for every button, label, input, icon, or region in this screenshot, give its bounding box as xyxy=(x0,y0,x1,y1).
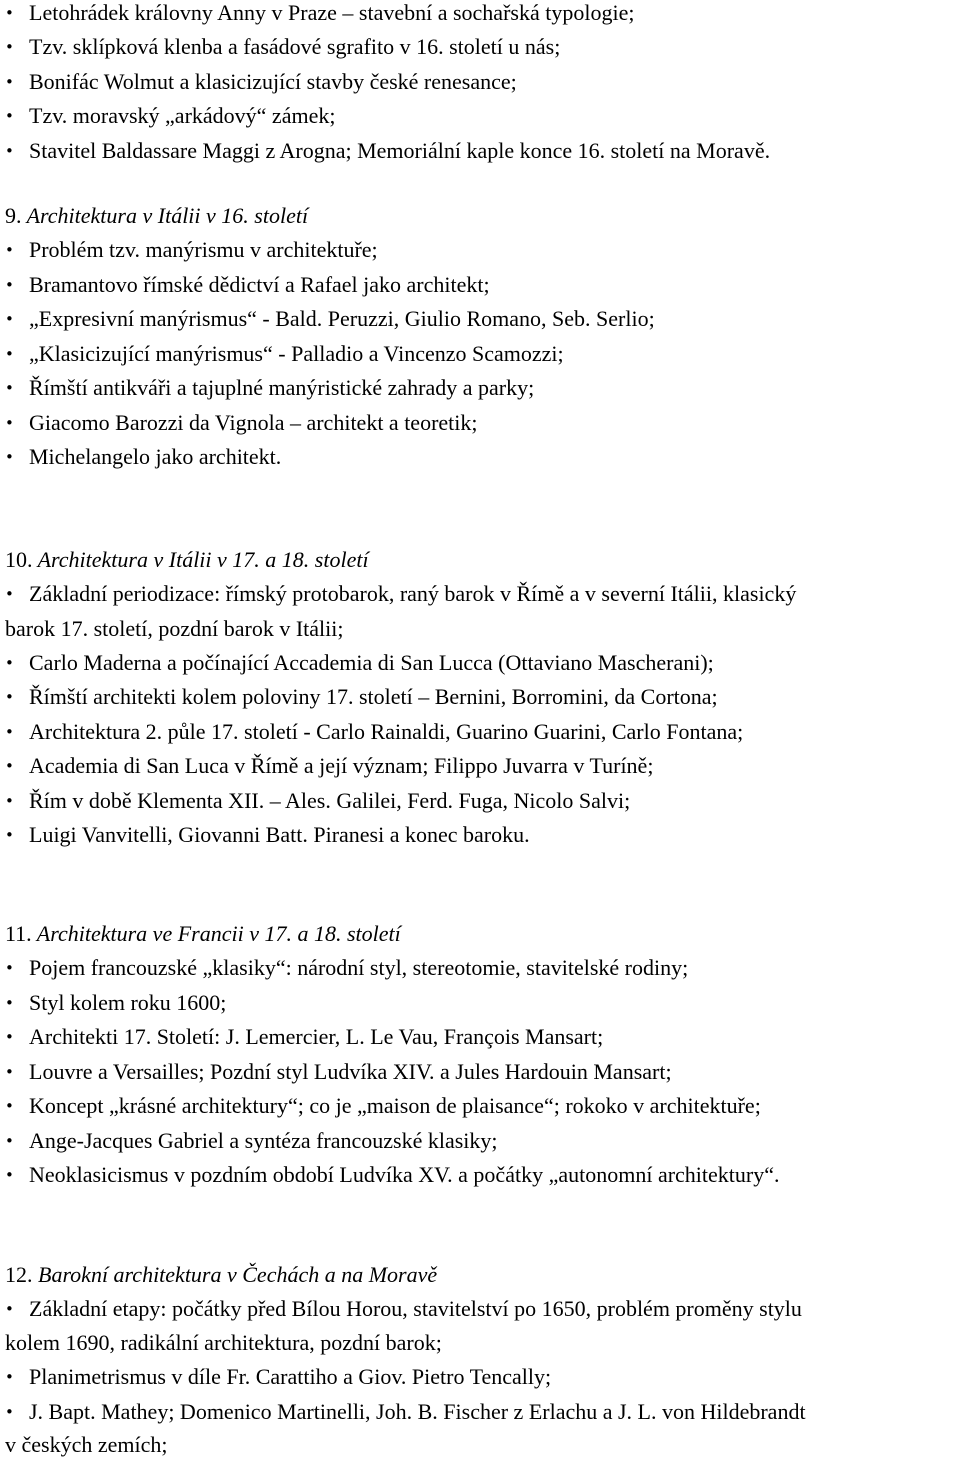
bullet-icon: • xyxy=(5,1132,14,1150)
section-heading-10 xyxy=(5,547,369,573)
section-number: 10. xyxy=(5,547,33,572)
bullet-icon: • xyxy=(5,959,14,977)
list-item-text: Carlo Maderna a počínající Accademia di San Lucca (Ottaviano Mascherani); xyxy=(29,650,714,675)
list-item-text: Problém tzv. manýrismu v architektuře; xyxy=(29,237,378,262)
section-title: Architektura ve Francii v 17. a 18. století xyxy=(36,921,401,946)
list-item xyxy=(5,788,950,814)
bullet-icon: • xyxy=(5,38,14,56)
list-item xyxy=(5,306,950,332)
list-item-text: „Klasicizující manýrismus“ - Palladio a Vincenzo Scamozzi; xyxy=(29,341,564,366)
list-item-text: Bramantovo římské dědictví a Rafael jako architekt; xyxy=(29,272,490,297)
list-item xyxy=(5,237,950,263)
list-item xyxy=(5,1162,950,1188)
list-item-text: Louvre a Versailles; Pozdní styl Ludvíka XIV. a Jules Hardouin Mansart; xyxy=(29,1059,672,1084)
list-item-text: Letohrádek královny Anny v Praze – stavební a sochařská typologie; xyxy=(29,0,635,25)
list-item xyxy=(5,1093,950,1119)
list-item-text: Styl kolem roku 1600; xyxy=(29,990,227,1015)
list-item-text: Římští antikváři a tajuplné manýristické zahrady a parky; xyxy=(29,375,535,400)
list-item-text: Římští architekti kolem poloviny 17. století – Bernini, Borromini, da Cortona; xyxy=(29,684,718,709)
list-item xyxy=(5,1059,950,1085)
section-title: Barokní architektura v Čechách a na Moravě xyxy=(38,1262,438,1287)
list-item-continuation: barok 17. století, pozdní barok v Itálii; xyxy=(5,616,344,641)
list-item-text: J. Bapt. Mathey; Domenico Martinelli, Joh. B. Fischer z Erlachu a J. L. von Hildebrandt xyxy=(29,1399,806,1424)
section-heading-9 xyxy=(5,203,308,229)
list-item-text: Pojem francouzské „klasiky“: národní styl, stereotomie, stavitelské rodiny; xyxy=(29,955,689,980)
list-item-text: Koncept „krásné architektury“; co je „maison de plaisance“; rokoko v architektuře; xyxy=(29,1093,761,1118)
list-item xyxy=(5,34,950,60)
list-item xyxy=(5,0,950,26)
section-number: 12. xyxy=(5,1262,33,1287)
list-item-text: Základní etapy: počátky před Bílou Horou, stavitelství po 1650, problém proměny stylu xyxy=(29,1296,802,1321)
list-item-text: Tzv. moravský „arkádový“ zámek; xyxy=(29,103,336,128)
list-item xyxy=(5,581,950,607)
list-item xyxy=(5,684,950,710)
bullet-icon: • xyxy=(5,792,14,810)
bullet-icon: • xyxy=(5,448,14,466)
section-title: Architektura v Itálii v 17. a 18. století xyxy=(37,547,369,572)
list-item xyxy=(5,69,950,95)
bullet-icon: • xyxy=(5,241,14,259)
list-item-text: Bonifác Wolmut a klasicizující stavby české renesance; xyxy=(29,69,517,94)
list-item-text: Architekti 17. Století: J. Lemercier, L. Le Vau, François Mansart; xyxy=(29,1024,604,1049)
list-item xyxy=(5,1399,950,1425)
section-title: Architektura v Itálii v 16. století xyxy=(26,203,309,228)
list-item-text: Stavitel Baldassare Maggi z Arogna; Memoriální kaple konce 16. století na Moravě. xyxy=(29,138,771,163)
bullet-icon: • xyxy=(5,1403,14,1421)
bullet-icon: • xyxy=(5,73,14,91)
list-item-text: Tzv. sklípková klenba a fasádové sgrafito v 16. století u nás; xyxy=(29,34,561,59)
list-item xyxy=(5,1128,950,1154)
list-item-text: Luigi Vanvitelli, Giovanni Batt. Piranesi a konec baroku. xyxy=(29,822,530,847)
list-item-text: Giacomo Barozzi da Vignola – architekt a teoretik; xyxy=(29,410,478,435)
list-item-text: „Expresivní manýrismus“ - Bald. Peruzzi, Giulio Romano, Seb. Serlio; xyxy=(29,306,655,331)
section-heading-12 xyxy=(5,1262,437,1288)
bullet-icon: • xyxy=(5,1063,14,1081)
bullet-icon: • xyxy=(5,1300,14,1318)
list-item xyxy=(5,341,950,367)
list-item xyxy=(5,272,950,298)
bullet-icon: • xyxy=(5,379,14,397)
bullet-icon: • xyxy=(5,310,14,328)
list-item xyxy=(5,753,950,779)
list-item-continuation: v českých zemích; xyxy=(5,1432,168,1457)
list-item xyxy=(5,1024,950,1050)
section-number: 11. xyxy=(5,921,32,946)
list-item xyxy=(5,444,950,470)
list-item xyxy=(5,822,950,848)
list-item-text: Planimetrismus v díle Fr. Carattiho a Giov. Pietro Tencally; xyxy=(29,1364,552,1389)
list-item-text: Základní periodizace: římský protobarok, raný barok v Římě a v severní Itálii, klasický xyxy=(29,581,797,606)
bullet-icon: • xyxy=(5,994,14,1012)
list-item-text: Architektura 2. půle 17. století - Carlo Rainaldi, Guarino Guarini, Carlo Fontana; xyxy=(29,719,744,744)
bullet-icon: • xyxy=(5,414,14,432)
bullet-icon: • xyxy=(5,723,14,741)
bullet-icon: • xyxy=(5,826,14,844)
list-item xyxy=(5,1296,950,1322)
list-item-continuation: kolem 1690, radikální architektura, pozdní barok; xyxy=(5,1330,442,1355)
bullet-icon: • xyxy=(5,654,14,672)
list-item xyxy=(5,103,950,129)
bullet-icon: • xyxy=(5,107,14,125)
bullet-icon: • xyxy=(5,1368,14,1386)
bullet-icon: • xyxy=(5,688,14,706)
bullet-icon: • xyxy=(5,142,14,160)
list-item xyxy=(5,375,950,401)
list-item-text: Michelangelo jako architekt. xyxy=(29,444,282,469)
list-item xyxy=(5,650,950,676)
bullet-icon: • xyxy=(5,757,14,775)
bullet-icon: • xyxy=(5,345,14,363)
list-item xyxy=(5,719,950,745)
list-item xyxy=(5,410,950,436)
list-item xyxy=(5,955,950,981)
list-item xyxy=(5,1364,950,1390)
bullet-icon: • xyxy=(5,4,14,22)
list-item-text: Neoklasicismus v pozdním období Ludvíka XV. a počátky „autonomní architektury“. xyxy=(29,1162,780,1187)
list-item xyxy=(5,990,950,1016)
bullet-icon: • xyxy=(5,585,14,603)
bullet-icon: • xyxy=(5,1097,14,1115)
bullet-icon: • xyxy=(5,1166,14,1184)
list-item-text: Academia di San Luca v Římě a její význam; Filippo Juvarra v Turíně; xyxy=(29,753,654,778)
bullet-icon: • xyxy=(5,1028,14,1046)
section-number: 9. xyxy=(5,203,22,228)
bullet-icon: • xyxy=(5,276,14,294)
section-heading-11 xyxy=(5,921,401,947)
list-item-text: Ange-Jacques Gabriel a syntéza francouzské klasiky; xyxy=(29,1128,498,1153)
list-item xyxy=(5,138,950,164)
list-item-text: Řím v době Klementa XII. – Ales. Galilei, Ferd. Fuga, Nicolo Salvi; xyxy=(29,788,631,813)
